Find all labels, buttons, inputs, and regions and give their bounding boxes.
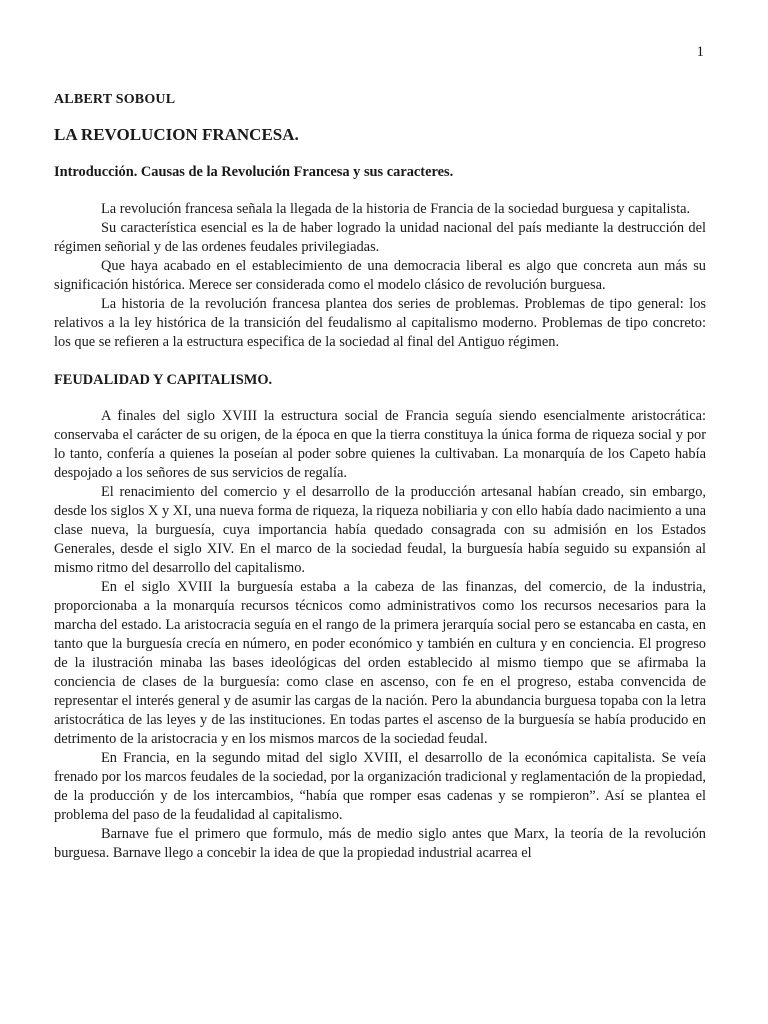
paragraph: Su característica esencial es la de haber logrado la unidad nacional del país mediante la destrucción del régimen señorial y de las ordenes feudales privilegiadas. (54, 220, 706, 255)
paragraph: La revolución francesa señala la llegada de la historia de Francia de la sociedad burguesa y capitalista. (101, 201, 691, 217)
paragraph: Que haya acabado en el establecimiento de una democracia liberal es algo que concreta aun más su significación histórica. Merece ser considerada como el modelo clásico de revolución burguesa. (54, 258, 706, 293)
section-heading: FEUDALIDAD Y CAPITALISMO. (54, 372, 273, 388)
author-name: ALBERT SOBOUL (54, 92, 176, 107)
paragraph: En Francia, en la segundo mitad del siglo XVIII, el desarrollo de la económica capitalista. Se veía frenado por los marcos feudales de la sociedad, por la organización tradicional y reglamentación de la propiedad, de la producción y de los intercambios, “había que romper esas cadenas y se rompieron”. Así se plantea el problema del paso de la feudalidad al capitalismo. (54, 750, 706, 823)
page-number: 1 (696, 44, 704, 60)
paragraph: A finales del siglo XVIII la estructura social de Francia seguía siendo esencialmente aristocrática: conservaba el carácter de su origen, de la época en que la tierra constituya la única forma de riqueza social y por lo tanto, confería a quienes la poseían al poder sobre quienes la cultivaban. La monarquía de los Capeto había despojado a los señores de sus servicios de regalía. (54, 408, 706, 481)
paragraph: Barnave fue el primero que formulo, más de medio siglo antes que Marx, la teoría de la revolución burguesa. Barnave llego a concebir la idea de que la propiedad industrial acarrea el (54, 826, 706, 861)
section-text (54, 407, 706, 863)
document-body (54, 92, 706, 863)
paragraph: En el siglo XVIII la burguesía estaba a la cabeza de las finanzas, del comercio, de la industria, proporcionaba a la monarquía recursos técnicos como administrativos como los recursos necesarios para la marcha del estado. La aristocracia seguía en el rango de la primera jerarquía social pero se estancaba en casta, en tanto que la burguesía crecía en número, en poder económico y también en cultura y en conciencia. El progreso de la ilustración minaba las bases ideológicas del orden establecido al mismo tiempo que se afirmaba la conciencia de clases de la burguesía: como clase en ascenso, con fe en el progreso, estaba convencida de representar el interés general y de asumir las cargas de la nación. Pero la abundancia burguesa topaba con la letra aristocrática de las leyes y de las instituciones. En todas partes el ascenso de la burguesía se había producido en detrimento de la aristocracia y en los mismos marcos de la sociedad feudal. (54, 579, 706, 747)
document-title: LA REVOLUCION FRANCESA. (54, 125, 299, 144)
paragraph: La historia de la revolución francesa plantea dos series de problemas. Problemas de tipo general: los relativos a la ley histórica de la transición del feudalismo al capitalismo moderno. Problemas de tipo concreto: los que se refieren a la estructura especifica de la sociedad al final del Antiguo régimen. (54, 296, 706, 350)
introduction-heading: Introducción. Causas de la Revolución Francesa y sus caracteres. (54, 164, 454, 180)
paragraph: El renacimiento del comercio y el desarrollo de la producción artesanal habían creado, sin embargo, desde los siglos X y XI, una nueva forma de riqueza, la riqueza nobiliaria y con ello había dado nacimiento a una clase nueva, la burguesía, cuya importancia había quedado consagrada con su admisión en los Estados Generales, desde el siglo XIV. En el marco de la sociedad feudal, la burguesía había seguido su expansión al mismo ritmo del desarrollo del capitalismo. (54, 484, 706, 576)
introduction-text (54, 200, 706, 352)
